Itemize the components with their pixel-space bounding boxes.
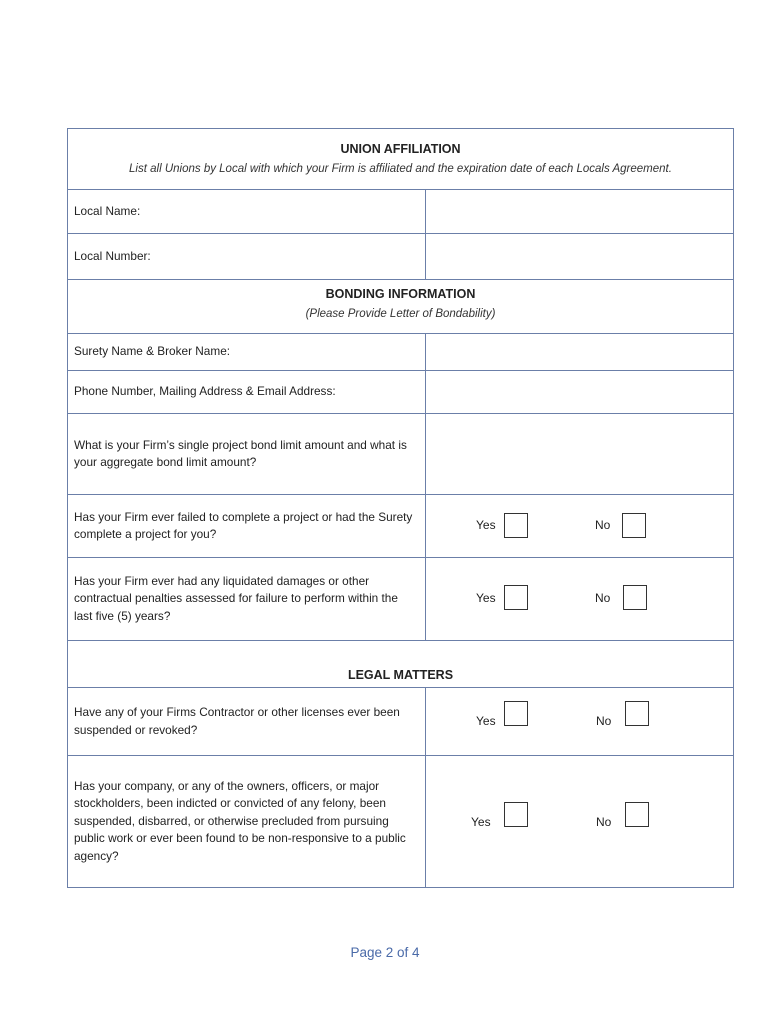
failed-project-yes-checkbox[interactable] <box>504 513 528 538</box>
page-number: Page 2 of 4 <box>350 945 420 960</box>
local-name-row <box>67 190 734 234</box>
licenses-label: Have any of your Firms Contractor or other licenses ever been suspended or revoked? <box>68 688 426 755</box>
yes-label: Yes <box>476 518 496 532</box>
no-label: No <box>596 815 612 829</box>
licenses-no-checkbox[interactable] <box>625 701 649 726</box>
union-affiliation-subtitle: List all Unions by Local with which your Firm is affiliated and the expiration date of each Locals Agreement. <box>129 163 672 175</box>
licenses-yes-checkbox[interactable] <box>504 701 528 726</box>
contact-field[interactable] <box>426 371 733 413</box>
failed-project-no-checkbox[interactable] <box>622 513 646 538</box>
local-number-label: Local Number: <box>68 234 426 279</box>
bond-limit-label: What is your Firm’s single project bond limit amount and what is your aggregate bond limit amount? <box>68 414 426 494</box>
felony-yes-checkbox[interactable] <box>504 802 528 827</box>
no-label: No <box>595 518 611 532</box>
yes-label: Yes <box>476 591 496 605</box>
local-number-field[interactable] <box>426 234 733 279</box>
local-name-field[interactable] <box>426 190 733 233</box>
failed-project-label: Has your Firm ever failed to complete a project or had the Surety complete a project for you? <box>68 495 426 557</box>
no-label: No <box>596 714 612 728</box>
bonding-information-subtitle: (Please Provide Letter of Bondability) <box>305 308 496 320</box>
felony-row <box>67 756 734 888</box>
surety-label: Surety Name & Broker Name: <box>68 334 426 370</box>
legal-matters-title: LEGAL MATTERS <box>347 668 454 682</box>
contact-label: Phone Number, Mailing Address & Email Address: <box>68 371 426 413</box>
union-affiliation-header <box>67 128 734 190</box>
bonding-information-title: BONDING INFORMATION <box>325 287 476 301</box>
contact-row <box>67 371 734 414</box>
licenses-options <box>426 688 733 755</box>
yes-label: Yes <box>476 714 496 728</box>
licenses-row <box>67 688 734 756</box>
felony-options <box>426 756 733 887</box>
liquidated-damages-yes-checkbox[interactable] <box>504 585 528 610</box>
liquidated-damages-no-checkbox[interactable] <box>623 585 647 610</box>
surety-field[interactable] <box>426 334 733 370</box>
liquidated-damages-options <box>426 558 733 640</box>
liquidated-damages-row <box>67 558 734 641</box>
felony-no-checkbox[interactable] <box>625 802 649 827</box>
yes-label: Yes <box>471 815 491 829</box>
local-number-row <box>67 234 734 280</box>
surety-row <box>67 334 734 371</box>
legal-matters-header <box>67 641 734 688</box>
failed-project-options <box>426 495 733 557</box>
bond-limit-field[interactable] <box>426 414 733 494</box>
local-name-label: Local Name: <box>68 190 426 233</box>
no-label: No <box>595 591 611 605</box>
felony-label: Has your company, or any of the owners, officers, or major stockholders, been indicted or convicted of any felony, been suspended, disbarred, or otherwise precluded from pursuing public work or ever been found to be non-responsive to a public agency? <box>68 756 426 887</box>
bonding-information-header <box>67 280 734 334</box>
union-affiliation-title: UNION AFFILIATION <box>340 142 461 156</box>
failed-project-row <box>67 495 734 558</box>
bond-limit-row <box>67 414 734 495</box>
liquidated-damages-label: Has your Firm ever had any liquidated damages or other contractual penalties assessed for failure to perform within the last five (5) years? <box>68 558 426 640</box>
